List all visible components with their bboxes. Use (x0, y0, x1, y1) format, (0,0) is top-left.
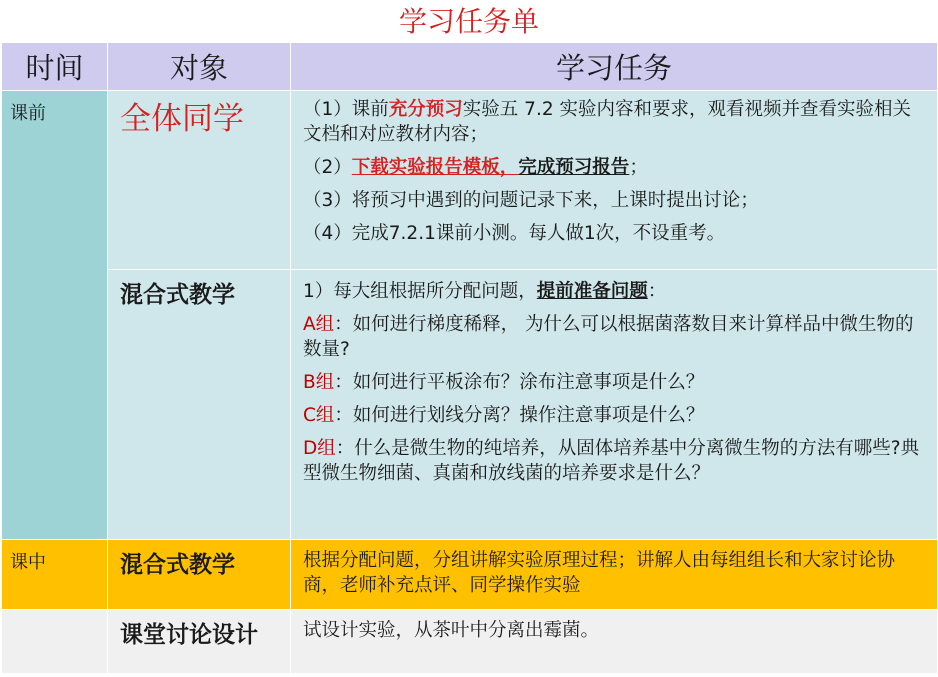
time-mid-label: 课中 (10, 552, 46, 573)
mixed-intro-suffix: ： (647, 281, 667, 302)
header-target: 对象 (108, 43, 291, 91)
download-template-link[interactable]: 下载实验报告模板， (351, 157, 519, 178)
task-item-1 (303, 97, 929, 147)
target-all-label: 全体同学 (120, 101, 244, 137)
cell-task-all (291, 91, 938, 270)
cell-target-last (108, 610, 291, 674)
time-pre-label: 课前 (10, 103, 46, 124)
group-d-label: D组 (303, 438, 336, 459)
mixed-intro (303, 279, 929, 304)
task-1-text: 实验五 7.2 实验内容和要求，观看视频并查看实验相关文档和对应教材内容； (303, 99, 911, 145)
group-b-label: B组 (303, 372, 335, 393)
row-last (2, 610, 938, 674)
group-d-item (303, 436, 929, 486)
cell-task-mid (291, 540, 938, 610)
task-2-suffix: ； (629, 157, 648, 178)
last-task-text: 试设计实验，从茶叶中分离出霉菌。 (303, 620, 600, 641)
target-pre-mixed-label: 混合式教学 (120, 282, 235, 308)
target-mid-label: 混合式教学 (120, 552, 235, 578)
task-table (1, 42, 938, 674)
mixed-intro-emphasis: 提前准备问题 (536, 281, 648, 302)
cell-time-mid (2, 540, 108, 610)
group-b-item (303, 370, 929, 395)
group-a-item (303, 312, 929, 362)
row-mid (2, 540, 938, 610)
cell-target-mid (108, 540, 291, 610)
group-d-text: ：什么是微生物的纯培养，从固体培养基中分离微生物的方法有哪些?典型微生物细菌、真菌和放线菌的培养要求是什么？ (303, 438, 920, 484)
cell-time-last (2, 610, 108, 674)
row-pre-all (2, 91, 938, 270)
header-time: 时间 (2, 43, 108, 91)
page-title: 学习任务单 (398, 5, 539, 38)
group-c-text: ：如何进行划线分离？操作注意事项是什么？ (334, 405, 705, 426)
group-c-label: C组 (303, 405, 335, 426)
header-row (2, 43, 938, 91)
group-a-label: A组 (303, 314, 335, 335)
task-2-prefix: （2） (303, 157, 352, 178)
mid-task-text: 根据分配问题，分组讲解实验原理过程；讲解人由每组组长和大家讨论协商，老师补充点评、同学操作实验 (303, 550, 896, 596)
task-1-prefix: （1）课前 (303, 99, 389, 120)
task-1-highlight: 充分预习 (388, 99, 463, 120)
task-2-emphasis: 完成预习报告 (518, 157, 630, 178)
task-item-4: （4）完成7.2.1课前小测。每人做1次，不设重考。 (303, 223, 726, 244)
cell-task-pre-mixed (291, 270, 938, 540)
cell-target-pre-mixed (108, 270, 291, 540)
target-last-label: 课堂讨论设计 (120, 622, 258, 648)
cell-target-all (108, 91, 291, 270)
row-pre-mixed (2, 270, 938, 540)
task-item-3: （3）将预习中遇到的问题记录下来，上课时提出讨论； (303, 190, 759, 211)
cell-time-pre (2, 91, 108, 540)
group-b-text: ：如何进行平板涂布？涂布注意事项是什么？ (334, 372, 705, 393)
cell-task-last (291, 610, 938, 674)
group-c-item (303, 403, 929, 428)
task-item-2 (303, 155, 929, 180)
mixed-intro-prefix: 1）每大组根据所分配问题， (303, 281, 537, 302)
group-a-text: ：如何进行梯度稀释， 为什么可以根据菌落数目来计算样品中微生物的数量? (303, 314, 914, 360)
header-task: 学习任务 (291, 43, 938, 91)
